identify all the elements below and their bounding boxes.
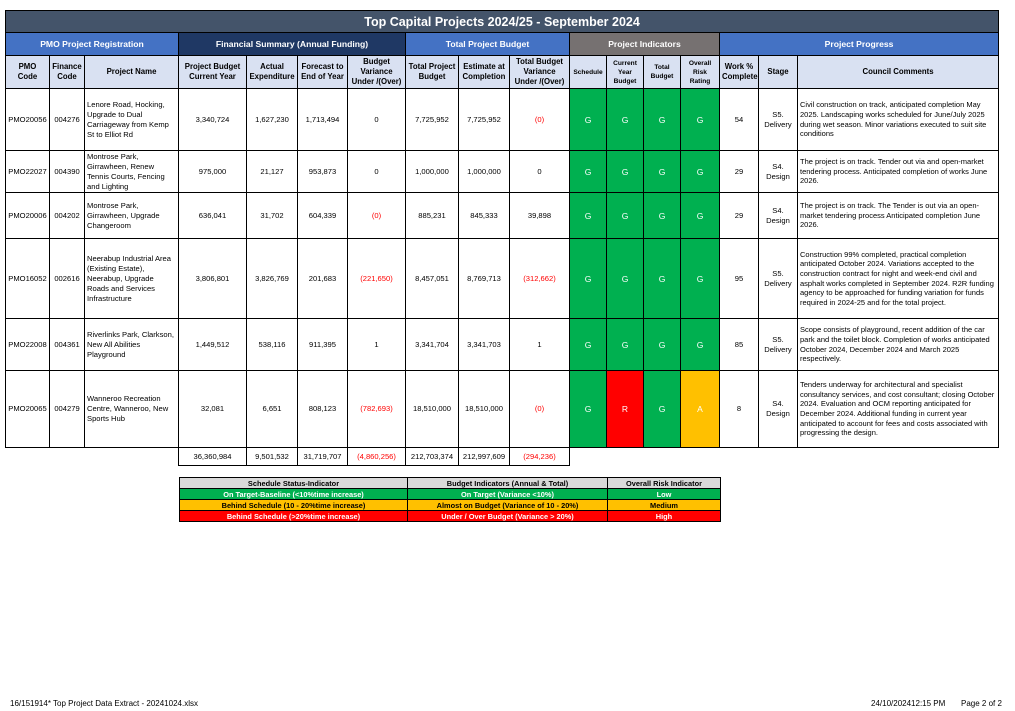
work-complete-cell: 29 <box>720 193 759 239</box>
total-variance-cell: (0) <box>510 371 570 448</box>
legend-schedule-red: Behind Schedule (>20%time increase) <box>180 511 408 522</box>
total-variance: (4,860,256) <box>348 448 406 466</box>
col-schedule: Schedule <box>570 56 607 89</box>
budget-cell: 975,000 <box>179 151 247 193</box>
comment-cell: The project is on track. The Tender is out via an open-market tendering process Anticipated completion June 2026. <box>798 193 999 239</box>
budget-cell: 3,340,724 <box>179 89 247 151</box>
budget-cell: 636,041 <box>179 193 247 239</box>
forecast-cell: 808,123 <box>298 371 348 448</box>
total-budget-indicator: G <box>644 193 681 239</box>
total-budget-indicator: G <box>644 239 681 319</box>
stage-cell: S5. Delivery <box>759 89 798 151</box>
stage-cell: S5. Delivery <box>759 239 798 319</box>
finance-code-cell: 004279 <box>50 371 85 448</box>
table-row <box>6 151 999 193</box>
pmo-code-cell: PMO20065 <box>6 371 50 448</box>
col-current-year-budget: Current Year Budget <box>607 56 644 89</box>
table-row <box>6 239 999 319</box>
total-budget-indicator: G <box>644 89 681 151</box>
footer-page-number: Page 2 of 2 <box>961 699 1002 708</box>
col-stage: Stage <box>759 56 798 89</box>
group-project-indicators: Project Indicators <box>570 33 720 56</box>
work-complete-cell: 54 <box>720 89 759 151</box>
stage-cell: S5. Delivery <box>759 319 798 371</box>
work-complete-cell: 8 <box>720 371 759 448</box>
actual-cell: 3,826,769 <box>247 239 298 319</box>
actual-cell: 31,702 <box>247 193 298 239</box>
pmo-code-cell: PMO22008 <box>6 319 50 371</box>
stage-cell: S4. Design <box>759 193 798 239</box>
project-name-cell: Neerabup Industrial Area (Existing Estate), Neerabup, Upgrade Roads and Services Infrastructure <box>85 239 179 319</box>
forecast-cell: 911,395 <box>298 319 348 371</box>
current-year-budget-indicator: G <box>607 319 644 371</box>
estimate-cell: 8,769,713 <box>459 239 510 319</box>
total-variance-cell: (0) <box>510 89 570 151</box>
project-name-cell: Riverlinks Park, Clarkson, New All Abilities Playground <box>85 319 179 371</box>
forecast-cell: 1,713,494 <box>298 89 348 151</box>
comment-cell: Construction 99% completed, practical completion anticipated October 2024. Variations accepted to the construction contract for night and week-end civil and asphalt works completed in September 2024. R2R funding agency to be approached for funding variation for funds required in 2024-25 and for the total project. <box>798 239 999 319</box>
current-year-budget-indicator: G <box>607 89 644 151</box>
overall-risk-indicator: G <box>681 239 720 319</box>
legend-risk-header: Overall Risk Indicator <box>608 478 721 489</box>
schedule-indicator: G <box>570 239 607 319</box>
total-budget-cell: 1,000,000 <box>406 151 459 193</box>
pmo-code-cell: PMO22027 <box>6 151 50 193</box>
total-forecast: 31,719,707 <box>298 448 348 466</box>
comment-cell: The project is on track. Tender out via and open-market tendering process. Anticipated completion of works June 2026. <box>798 151 999 193</box>
total-budget-cell: 18,510,000 <box>406 371 459 448</box>
variance-cell: 0 <box>348 89 406 151</box>
col-council-comments: Council Comments <box>798 56 999 89</box>
finance-code-cell: 004276 <box>50 89 85 151</box>
estimate-cell: 7,725,952 <box>459 89 510 151</box>
finance-code-cell: 002616 <box>50 239 85 319</box>
legend-risk-medium: Medium <box>608 500 721 511</box>
col-overall-risk: Overall Risk Rating <box>681 56 720 89</box>
variance-cell: (782,693) <box>348 371 406 448</box>
pmo-code-cell: PMO16052 <box>6 239 50 319</box>
total-budget-indicator: G <box>644 371 681 448</box>
comment-cell: Scope consists of playground, recent addition of the car park and the toilet block. Completion of works anticipated October 2024, December 2024 and March 2025 respectively. <box>798 319 999 371</box>
col-budget-variance: Budget Variance Under /(Over) <box>348 56 406 89</box>
col-project-name: Project Name <box>85 56 179 89</box>
estimate-cell: 845,333 <box>459 193 510 239</box>
schedule-indicator: G <box>570 319 607 371</box>
project-name-cell: Lenore Road, Hocking, Upgrade to Dual Carriageway from Kemp St to Elliot Rd <box>85 89 179 151</box>
legend-budget-red: Under / Over Budget (Variance > 20%) <box>408 511 608 522</box>
table-row <box>6 319 999 371</box>
estimate-cell: 18,510,000 <box>459 371 510 448</box>
col-total-budget-variance: Total Budget Variance Under /(Over) <box>510 56 570 89</box>
footer-datetime: 24/10/202412:15 PM <box>871 699 946 708</box>
col-total-project-budget: Total Project Budget <box>406 56 459 89</box>
variance-cell: (221,650) <box>348 239 406 319</box>
project-name-cell: Wanneroo Recreation Centre, Wanneroo, New Sports Hub <box>85 371 179 448</box>
col-total-budget-indicator: Total Budget <box>644 56 681 89</box>
current-year-budget-indicator: R <box>607 371 644 448</box>
col-pmo-code: PMO Code <box>6 56 50 89</box>
legend-schedule-header: Schedule Status-Indicator <box>180 478 408 489</box>
total-project-budget: 212,703,374 <box>406 448 459 466</box>
capital-projects-table <box>5 10 999 466</box>
total-budget-cell: 8,457,051 <box>406 239 459 319</box>
table-row <box>6 193 999 239</box>
actual-cell: 1,627,230 <box>247 89 298 151</box>
legend-risk-high: High <box>608 511 721 522</box>
total-actual: 9,501,532 <box>247 448 298 466</box>
total-variance-cell: 39,898 <box>510 193 570 239</box>
total-variance-cell: 1 <box>510 319 570 371</box>
current-year-budget-indicator: G <box>607 151 644 193</box>
comment-cell: Civil construction on track, anticipated completion May 2025. Landscaping works scheduled for June/July 2025 during wet season. Minor variations executed to suit site conditions <box>798 89 999 151</box>
footer-file-reference: 16/151914* Top Project Data Extract - 20241024.xlsx <box>10 699 198 708</box>
pmo-code-cell: PMO20056 <box>6 89 50 151</box>
col-actual-expenditure: Actual Expenditure <box>247 56 298 89</box>
overall-risk-indicator: G <box>681 319 720 371</box>
estimate-cell: 1,000,000 <box>459 151 510 193</box>
total-estimate: 212,997,609 <box>459 448 510 466</box>
stage-cell: S4. Design <box>759 151 798 193</box>
legend-schedule-green: On Target-Baseline (<10%time increase) <box>180 489 408 500</box>
finance-code-cell: 004202 <box>50 193 85 239</box>
total-budget-variance: (294,236) <box>510 448 570 466</box>
budget-cell: 32,081 <box>179 371 247 448</box>
variance-cell: 0 <box>348 151 406 193</box>
schedule-indicator: G <box>570 371 607 448</box>
total-budget-indicator: G <box>644 319 681 371</box>
work-complete-cell: 29 <box>720 151 759 193</box>
table-row <box>6 371 999 448</box>
estimate-cell: 3,341,703 <box>459 319 510 371</box>
overall-risk-indicator: G <box>681 151 720 193</box>
schedule-indicator: G <box>570 151 607 193</box>
current-year-budget-indicator: G <box>607 193 644 239</box>
actual-cell: 6,651 <box>247 371 298 448</box>
schedule-indicator: G <box>570 89 607 151</box>
finance-code-cell: 004390 <box>50 151 85 193</box>
actual-cell: 538,116 <box>247 319 298 371</box>
group-project-progress: Project Progress <box>720 33 999 56</box>
total-variance-cell: 0 <box>510 151 570 193</box>
work-complete-cell: 85 <box>720 319 759 371</box>
group-total-project-budget: Total Project Budget <box>406 33 570 56</box>
legend-schedule-amber: Behind Schedule (10 - 20%time increase) <box>180 500 408 511</box>
overall-risk-indicator: G <box>681 89 720 151</box>
actual-cell: 21,127 <box>247 151 298 193</box>
table-row <box>6 89 999 151</box>
col-budget-current-year: Project Budget Current Year <box>179 56 247 89</box>
total-budget-cell: 885,231 <box>406 193 459 239</box>
total-budget-cell: 7,725,952 <box>406 89 459 151</box>
stage-cell: S4. Design <box>759 371 798 448</box>
legend-table <box>179 477 721 522</box>
legend-budget-green: On Target (Variance <10%) <box>408 489 608 500</box>
legend-budget-header: Budget Indicators (Annual & Total) <box>408 478 608 489</box>
project-name-cell: Montrose Park, Girrawheen, Upgrade Changeroom <box>85 193 179 239</box>
legend-budget-amber: Almost on Budget (Variance of 10 - 20%) <box>408 500 608 511</box>
total-budget-current: 36,360,984 <box>179 448 247 466</box>
group-pmo-registration: PMO Project Registration <box>6 33 179 56</box>
schedule-indicator: G <box>570 193 607 239</box>
group-financial-summary: Financial Summary (Annual Funding) <box>179 33 406 56</box>
pmo-code-cell: PMO20006 <box>6 193 50 239</box>
total-budget-indicator: G <box>644 151 681 193</box>
legend-risk-low: Low <box>608 489 721 500</box>
col-finance-code: Finance Code <box>50 56 85 89</box>
report-title: Top Capital Projects 2024/25 - September 2024 <box>6 11 999 33</box>
budget-cell: 3,806,801 <box>179 239 247 319</box>
col-work-complete: Work % Complete <box>720 56 759 89</box>
project-name-cell: Montrose Park, Girrawheen, Renew Tennis Courts, Fencing and Lighting <box>85 151 179 193</box>
finance-code-cell: 004361 <box>50 319 85 371</box>
comment-cell: Tenders underway for architectural and specialist consultancy services, and cost consultant; closing October 2024. Evaluation and OCM reporting anticipated for December 2024. Additional funding in current year anticipated to account for fees and costs associated with progressing the design. <box>798 371 999 448</box>
total-variance-cell: (312,662) <box>510 239 570 319</box>
overall-risk-indicator: A <box>681 371 720 448</box>
budget-cell: 1,449,512 <box>179 319 247 371</box>
work-complete-cell: 95 <box>720 239 759 319</box>
overall-risk-indicator: G <box>681 193 720 239</box>
totals-row <box>6 448 999 466</box>
variance-cell: (0) <box>348 193 406 239</box>
col-estimate-completion: Estimate at Completion <box>459 56 510 89</box>
variance-cell: 1 <box>348 319 406 371</box>
current-year-budget-indicator: G <box>607 239 644 319</box>
forecast-cell: 604,339 <box>298 193 348 239</box>
total-budget-cell: 3,341,704 <box>406 319 459 371</box>
forecast-cell: 201,683 <box>298 239 348 319</box>
col-forecast: Forecast to End of Year <box>298 56 348 89</box>
forecast-cell: 953,873 <box>298 151 348 193</box>
